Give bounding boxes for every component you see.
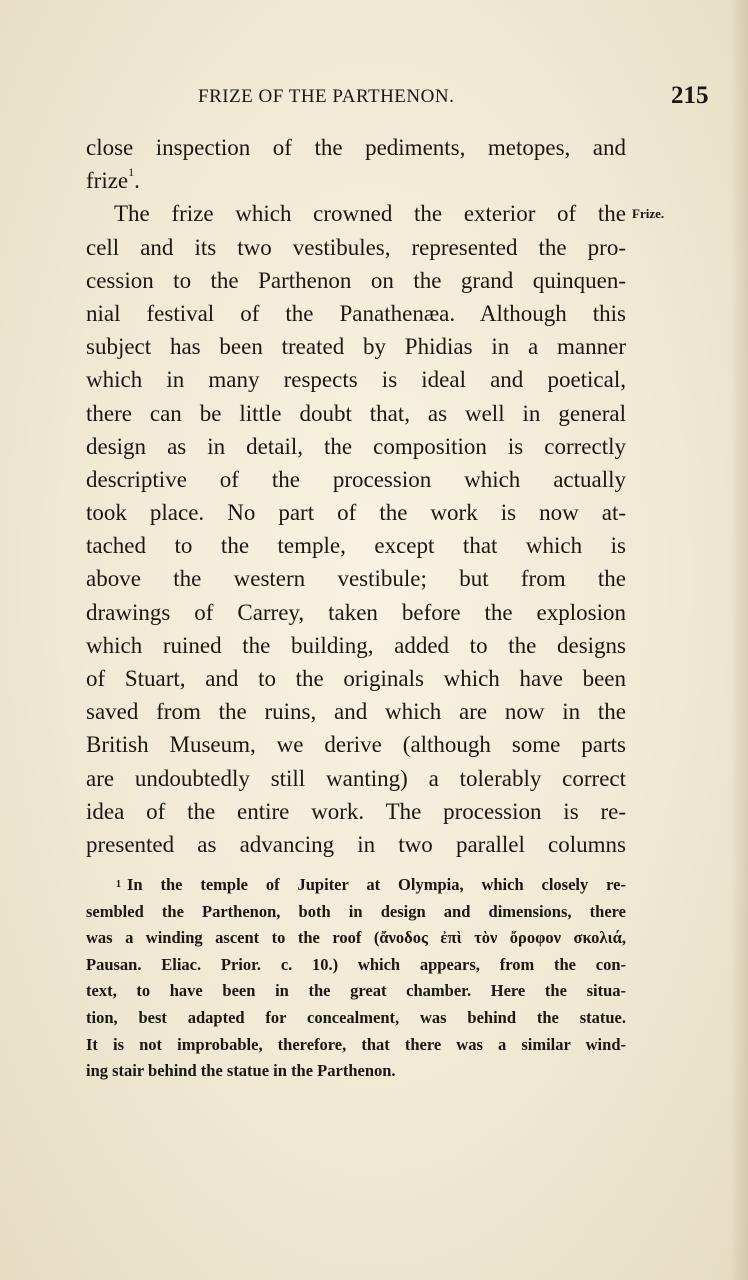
text-line: of Stuart, and to the originals which have been bbox=[86, 666, 626, 691]
text-line: cession to the Parthenon on the grand quinquen- bbox=[86, 267, 626, 293]
body-text bbox=[86, 131, 626, 861]
text-line: close inspection of the pediments, metopes, and bbox=[86, 135, 626, 160]
text-line: subject has been treated by Phidias in a manner bbox=[86, 334, 626, 360]
footnote-line bbox=[86, 872, 626, 899]
page-number: 215 bbox=[671, 82, 709, 109]
text-line: descriptive of the procession which actually bbox=[86, 466, 626, 492]
text-line bbox=[86, 164, 626, 197]
margin-note: Frize. bbox=[632, 206, 665, 221]
text-line: saved from the ruins, and which are now in the bbox=[86, 699, 626, 725]
footnote bbox=[86, 872, 626, 1085]
text-line: cell and its two vestibules, represented the pro- bbox=[86, 234, 626, 260]
text-line: there can be little doubt that, as well in general bbox=[86, 400, 626, 426]
footnote-line: was a winding ascent to the roof (ἄνοδος ἐπὶ τὸν ὄροφον σκολιά, bbox=[86, 928, 626, 948]
text-line: which ruined the building, added to the designs bbox=[86, 632, 626, 658]
text-line: which in many respects is ideal and poetical, bbox=[86, 367, 626, 393]
page-edge-shadow bbox=[730, 0, 748, 1280]
running-head bbox=[0, 82, 748, 112]
footnote-line-content: In the temple of Jupiter at Olympia, which closely re- bbox=[127, 875, 626, 894]
text-line: drawings of Carrey, taken before the explosion bbox=[86, 599, 626, 625]
footnote-reference: 1 bbox=[128, 165, 135, 180]
text-line-content: frize bbox=[86, 168, 129, 194]
text-line: The frize which crowned the exterior of the bbox=[114, 201, 626, 227]
text-line: tached to the temple, except that which is bbox=[86, 533, 626, 559]
text-line: British Museum, we derive (although some parts bbox=[86, 732, 626, 758]
footnote-line: tion, best adapted for concealment, was behind the statue. bbox=[86, 1007, 626, 1027]
footnote-number: 1 bbox=[116, 879, 121, 890]
text-line: design as in detail, the composition is correctly bbox=[86, 433, 626, 459]
footnote-line: sembled the Parthenon, both in design and dimensions, there bbox=[86, 901, 626, 921]
running-title: FRIZE OF THE PARTHENON. bbox=[198, 86, 455, 107]
text-line: nial festival of the Panathenæa. Although this bbox=[86, 300, 626, 326]
footnote-line: text, to have been in the great chamber. Here the situa- bbox=[86, 981, 626, 1001]
text-line: presented as advancing in two parallel columns bbox=[86, 831, 626, 857]
text-line: above the western vestibule; but from the bbox=[86, 566, 626, 592]
footnote-line: ing stair behind the statue in the Parthenon. bbox=[86, 1061, 396, 1081]
text-line: are undoubtedly still wanting) a tolerably correct bbox=[86, 765, 626, 791]
footnote-reference-suffix: . bbox=[134, 168, 140, 194]
text-line: took place. No part of the work is now at- bbox=[86, 500, 626, 526]
footnote-line: It is not improbable, therefore, that there was a similar wind- bbox=[86, 1034, 626, 1054]
footnote-line: Pausan. Eliac. Prior. c. 10.) which appears, from the con- bbox=[86, 954, 626, 974]
text-line: idea of the entire work. The procession is re- bbox=[86, 798, 626, 824]
